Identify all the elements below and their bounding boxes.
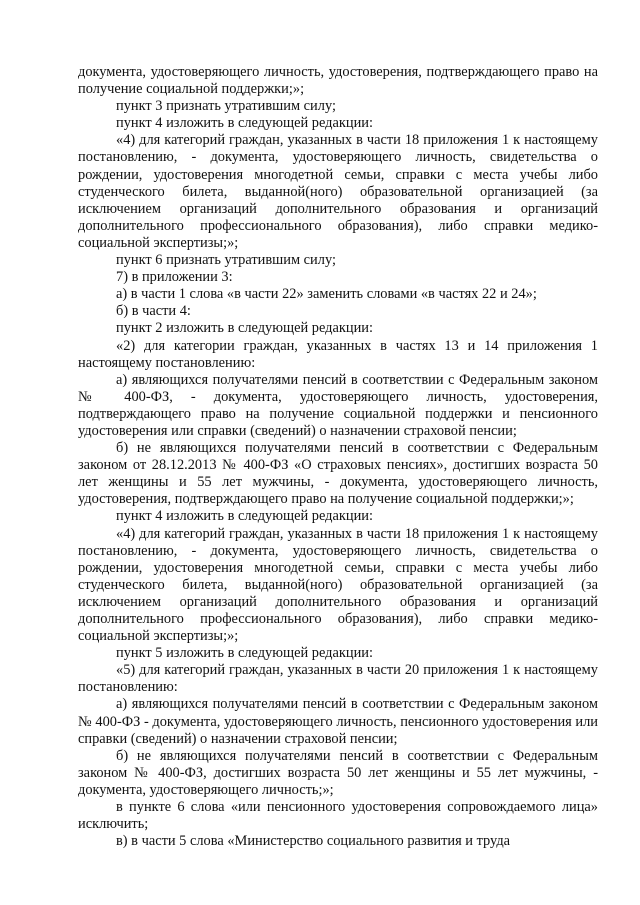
paragraph: а) в части 1 слова «в части 22» заменить словами «в частях 22 и 24»; bbox=[116, 286, 537, 303]
paragraph: 7) в приложении 3: bbox=[116, 269, 233, 286]
paragraph: документа, удостоверяющего личность, удостоверения, подтверждающего право на получение социальной поддержки;»; bbox=[78, 64, 598, 98]
paragraph: «4) для категорий граждан, указанных в части 18 приложения 1 к настоящему постановлению, - документа, удостоверяющего личность, свидетельства о рождении, удостоверения многодетной семьи, справки с места учебы либо студенческого билета, выданной(ного) образовательной организацией (за исключением организаций дополнительного образования и организаций дополнительного профессионального образования), либо справки медико-социальной экспертизы;»; bbox=[78, 525, 598, 645]
paragraph: в) в части 5 слова «Министерство социального развития и труда bbox=[116, 833, 511, 850]
paragraph: б) в части 4: bbox=[116, 303, 191, 320]
paragraph: б) не являющихся получателями пенсий в соответствии с Федеральным законом № 400-ФЗ, достигших возраста 50 лет женщины и 55 лет мужчины, - документа, удостоверяющего личность;»; bbox=[78, 747, 598, 798]
paragraph: пункт 3 признать утратившим силу; bbox=[116, 98, 336, 115]
paragraph: в пункте 6 слова «или пенсионного удостоверения сопровождаемого лица» исключить; bbox=[78, 799, 598, 833]
paragraph: пункт 4 изложить в следующей редакции: bbox=[116, 115, 373, 132]
paragraph: пункт 5 изложить в следующей редакции: bbox=[116, 645, 373, 662]
paragraph: «2) для категории граждан, указанных в частях 13 и 14 приложения 1 настоящему постановлению: bbox=[78, 337, 598, 371]
paragraph: пункт 4 изложить в следующей редакции: bbox=[116, 508, 373, 525]
paragraph: а) являющихся получателями пенсий в соответствии с Федеральным законом № 400-ФЗ, - документа, удостоверяющего личность, удостоверения, подтверждающего право на получение социальной поддержки и пенсионного удостоверения или справки (сведений) о назначении страховой пенсии; bbox=[78, 371, 598, 439]
paragraph: б) не являющихся получателями пенсий в соответствии с Федеральным законом от 28.12.2013 № 400-ФЗ «О страховых пенсиях», достигших возраста 50 лет женщины и 55 лет мужчины, - документа, удостоверяющего личность, удостоверения, подтверждающего право на получение социальной поддержки;»; bbox=[78, 440, 598, 508]
paragraph: «5) для категорий граждан, указанных в части 20 приложения 1 к настоящему постановлению: bbox=[78, 662, 598, 696]
paragraph: пункт 6 признать утратившим силу; bbox=[116, 252, 336, 269]
document-body bbox=[78, 64, 598, 850]
paragraph: «4) для категорий граждан, указанных в части 18 приложения 1 к настоящему постановлению, - документа, удостоверяющего личность, свидетельства о рождении, удостоверения многодетной семьи, справки с места учебы либо студенческого билета, выданной(ного) образовательной организацией (за исключением организаций дополнительного образования и организаций дополнительного профессионального образования), либо справки медико-социальной экспертизы;»; bbox=[78, 132, 598, 251]
paragraph: а) являющихся получателями пенсий в соответствии с Федеральным законом № 400-ФЗ - документа, удостоверяющего личность, пенсионного удостоверения или справки (сведений) о назначении страховой пенсии; bbox=[78, 696, 598, 747]
paragraph: пункт 2 изложить в следующей редакции: bbox=[116, 320, 373, 337]
